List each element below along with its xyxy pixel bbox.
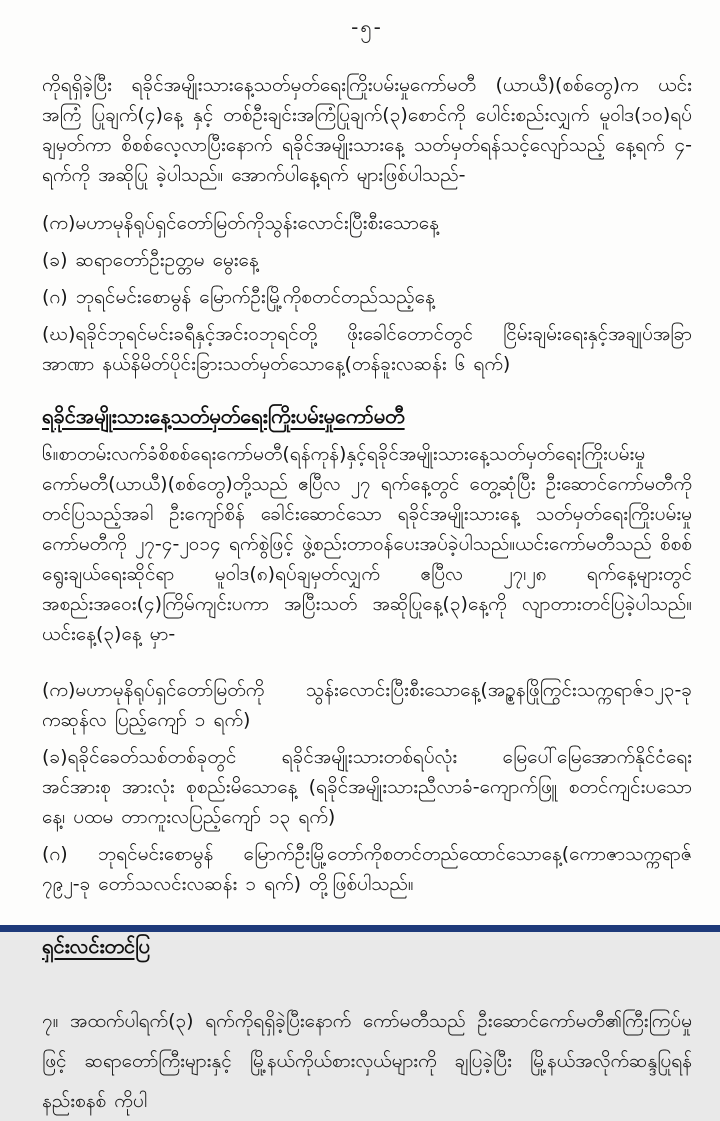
day-list-1-item-kha: (ခ) ဆရာတော်ဦးဥတ္တမ မွေးနေ့	[42, 249, 259, 271]
paragraph-seven: ၇။ အထက်ပါရက်(၃) ရက်ကိုရရှိခဲ့ပြီးနောက် ကော်မတီသည် ဦးဆောင်ကော်မတီ၏ကြီးကြပ်မှုဖြင့် ဆရာတော်ကြီးများနှင့် မြို့နယ်ကိုယ်စားလှယ်များကို ချပြခဲ့ပြီး မြို့နယ်အလိုက်ဆန္ဒပြုရန် နည်းစနစ် ကိုပါ	[42, 1010, 692, 1112]
paragraph-intro-continuation: ကိုရရှိခဲ့ပြီး ရခိုင်အမျိုးသားနေ့သတ်မှတ်ရေးကြိုးပမ်းမှုကော်မတီ (ယာယီ)(စစ်တွေ)က ယင်းအကြံ ပြုချက်(၄)နေ့ နှင့် တစ်ဦးချင်းအကြံပြုချက်(၃)စောင်ကို ပေါင်းစည်းလျှက် မူဝါဒ(၁၀)ရပ်ချမှတ်ကာ စိစစ်လေ့လာပြီးနောက် ရခိုင်အမျိုးသားနေ့ သတ်မှတ်ရန်သင့်လျော်သည့် နေ့ရက် ၄-ရက်ကို အဆိုပြု ခဲ့ပါသည်။ အောက်ပါနေ့ရက် များဖြစ်ပါသည်-	[42, 74, 692, 186]
bottom-edge-bar	[0, 925, 720, 932]
day-list-1-item-gha: (ဃ)ရခိုင်ဘုရင်မင်းခရီနှင့်အင်းဝဘုရင်တို့ ဖိုးခေါင်တောင်တွင် ငြိမ်းချမ်းရေးနှင့်အချုပ်အခြာ အာဏာ နယ်နိမိတ်ပိုင်းခြားသတ်မှတ်သောနေ့(တန်ခူးလဆန်း ၆ ရက်)	[42, 323, 692, 375]
day-list-2-item-ga: (ဂ) ဘုရင်မင်းစောမွန် မြောက်ဦးမြို့တော်ကိုစတင်တည်ထောင်သောနေ့(ကောဇာသက္ကရာဇ် ၇၉၂-ခု တော်သလင်းလဆန်း ၁ ရက်) တို့ဖြစ်ပါသည်။	[42, 843, 692, 895]
page-number: -၅-	[351, 15, 383, 39]
heading-presentation: ရှင်းလင်းတင်ပြ	[42, 934, 150, 958]
proposed-day-list-1	[42, 208, 692, 379]
day-list-2-item-ka: (က)မဟာမုနိရုပ်ရှင်တော်မြတ်ကို သွန်းလောင်းပြီးစီးသောနေ့(အဉ္စနဖြိုကြွင်းသက္ကရာဇ်၁၂၃-ခု ကဆုန်လ ပြည့်ကျော် ၁ ရက်)	[42, 679, 692, 731]
proposed-day-list-2	[42, 675, 692, 899]
day-list-1-item-ka: (က)မဟာမုနိရုပ်ရှင်တော်မြတ်ကိုသွန်းလောင်းပြီးစီးသောနေ့	[42, 212, 439, 234]
paragraph-six: ၆။စာတမ်းလက်ခံစိစစ်ရေးကော်မတီ(ရန်ကုန်)နှင့်ရခိုင်အမျိုးသားနေ့သတ်မှတ်ရေးကြိုးပမ်းမှုကော်မတီ(ယာယီ)(စစ်တွေ)တို့သည် ဧပြီလ ၂၇ ရက်နေ့တွင် တွေ့ဆုံပြီး ဦးဆောင်ကော်မတီကို တင်ပြသည့်အခါ ဦးကျော်စိန် ခေါင်းဆောင်သော ရခိုင်အမျိုးသားနေ့ သတ်မှတ်ရေးကြိုးပမ်းမှုကော်မတီကို ၂၇-၄-၂၀၁၄ ရက်စွဲဖြင့် ဖွဲ့စည်းတာဝန်ပေးအပ်ခဲ့ပါသည်။ယင်းကော်မတီသည် စိစစ်ရွေးချယ်ရေးဆိုင်ရာ မူဝါဒ(၈)ရပ်ချမှတ်လျှက် ဧပြီလ ၂၇၊၂၈ ရက်နေ့များတွင် အစည်းအဝေး(၄)ကြိမ်ကျင်းပကာ အပြီးသတ် အဆိုပြုနေ့(၃)နေ့ကို လျာတားတင်ပြခဲ့ပါသည်။ ယင်းနေ့(၃)နေ့ မှာ-	[42, 443, 692, 645]
day-list-1-item-ga: (ဂ) ဘုရင်မင်းစောမွန် မြောက်ဦးမြို့ကိုစတင်တည်သည့်နေ့	[42, 286, 435, 308]
heading-national-day-committee: ရခိုင်အမျိုးသားနေ့သတ်မှတ်ရေးကြိုးပမ်းမှုကော်မတီ	[42, 404, 405, 428]
day-list-2-item-kha: (ခ)ရခိုင်ခေတ်သစ်တစ်ခုတွင် ရခိုင်အမျိုးသားတစ်ရပ်လုံး မြေပေါ်မြေအောက်နိုင်ငံရေး အင်အားစု အားလုံး စုစည်းမိသောနေ့ (ရခိုင်အမျိုးသားညီလာခံ-ကျောက်ဖြူ စတင်ကျင်းပသောနေ့၊ ပထမ တာကူးလပြည့်ကျော် ၁၃ ရက်)	[42, 746, 692, 828]
